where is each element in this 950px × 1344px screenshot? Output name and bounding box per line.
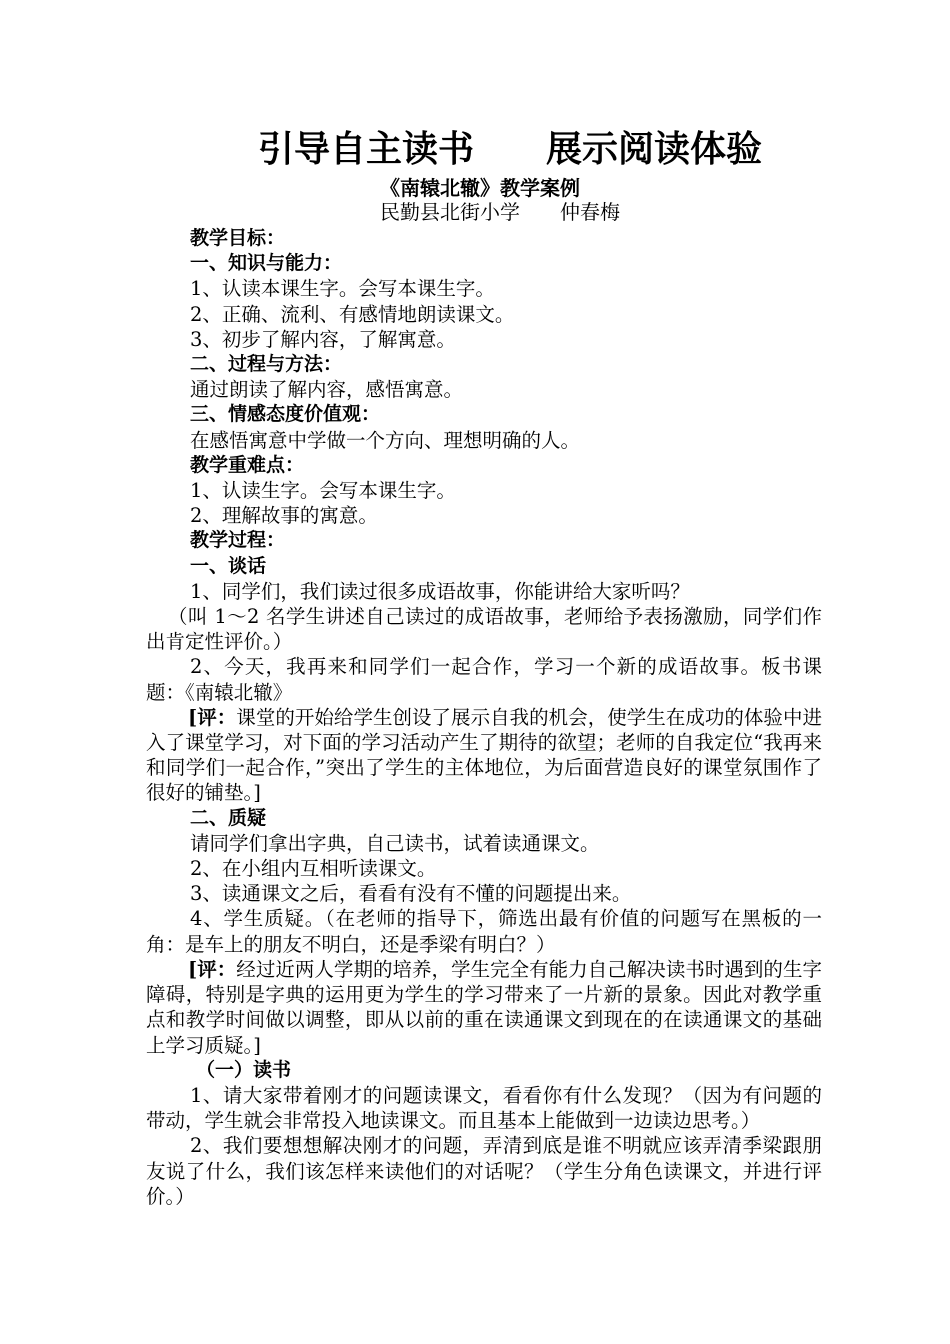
sub1-paragraph: 2、我们要想想解决刚才的问题，弄清到底是谁不明就应该弄清季梁跟朋友说了什么，我们该怎样来读他们的对话呢？（学生分角色读课文，并进行评价。）: [146, 1134, 822, 1208]
step1-paragraph: 2、今天，我再来和同学们一起合作，学习一个新的成语故事。板书课题：《南辕北辙》: [146, 655, 822, 704]
step2-paragraph: 4、学生质疑。（在老师的指导下，筛选出最有价值的问题写在黑板的一角：是车上的朋友不明白，还是季梁有明白？）: [146, 907, 822, 956]
sub1-heading: （一）读书: [196, 1058, 292, 1081]
goal1-item: 2、正确、流利、有感情地朗读课文。: [190, 302, 515, 326]
comment-1: [146, 705, 822, 806]
goal1-item: 3、初步了解内容，了解寓意。: [190, 327, 456, 351]
comment-2: [146, 957, 822, 1058]
goal1-item: 1、认读本课生字。会写本课生字。: [190, 277, 495, 301]
sub1-paragraph: 1、请大家带着刚才的问题读课文，看看你有什么发现？（因为有问题的带动，学生就会非常投入地读课文。而且基本上能做到一边读边思考。）: [146, 1083, 822, 1133]
step1-heading: 一、谈话: [190, 554, 267, 577]
key-point-item: 1、认读生字。会写本课生字。: [190, 479, 456, 503]
goal2-text: 通过朗读了解内容，感悟寓意。: [190, 378, 464, 402]
document-body: [146, 226, 822, 1209]
author-school: 民勤县北街小学: [380, 200, 520, 224]
key-point-item: 2、理解故事的寓意。: [190, 504, 378, 528]
key-points-heading: 教学重难点：: [190, 453, 305, 476]
step2-item: 3、读通课文之后，看看有没有不懂的问题提出来。: [190, 882, 632, 906]
goal1-heading: 一、知识与能力：: [190, 252, 343, 275]
step2-heading: 二、质疑: [190, 806, 267, 829]
step1-paragraph: 1、同学们，我们读过很多成语故事，你能讲给大家听吗？: [190, 579, 690, 603]
goal2-heading: 二、过程与方法：: [190, 353, 343, 376]
step1-paragraph: （叫 1～2 名学生讲述自己读过的成语故事，老师给予表扬激励，同学们作出肯定性评价。）: [146, 605, 822, 654]
comment-text: 课堂的开始给学生创设了展示自我的机会，使学生在成功的体验中进入了课堂学习，对下面的学习活动产生了期待的欲望；老师的自我定位“我再来和同学们一起合作，”突出了学生的主体地位，为后面营造良好的课堂氛围作了很好的铺垫。]: [146, 705, 822, 805]
goals-heading: 教学目标：: [190, 227, 286, 249]
step2-item: 2、在小组内互相听读课文。: [190, 857, 437, 881]
step2-item: 请同学们拿出字典，自己读书，试着读通课文。: [190, 831, 600, 855]
title-part-2: 展示阅读体验: [546, 129, 763, 170]
document-subtitle: 《南辕北辙》教学案例: [380, 176, 580, 200]
process-heading: 教学过程：: [190, 529, 286, 552]
author-name: 仲春梅: [560, 200, 620, 224]
title-part-1: 引导自主读书: [257, 129, 474, 170]
goal3-text: 在感悟寓意中学做一个方向、理想明确的人。: [190, 428, 581, 452]
author-line: [0, 200, 950, 224]
document-title: [0, 128, 950, 172]
comment-label: [评：: [188, 705, 237, 729]
goal3-heading: 三、情感态度价值观：: [190, 403, 381, 426]
comment-label: [评：: [188, 957, 237, 981]
comment-text: 经过近两人学期的培养，学生完全有能力自己解决读书时遇到的生字障碍，特别是字典的运用更为学生的学习带来了一片新的景象。因此对教学重点和教学时间做以调整，即从以前的重在读通课文到现在的在读通课文的基础上学习质疑。]: [146, 957, 822, 1057]
